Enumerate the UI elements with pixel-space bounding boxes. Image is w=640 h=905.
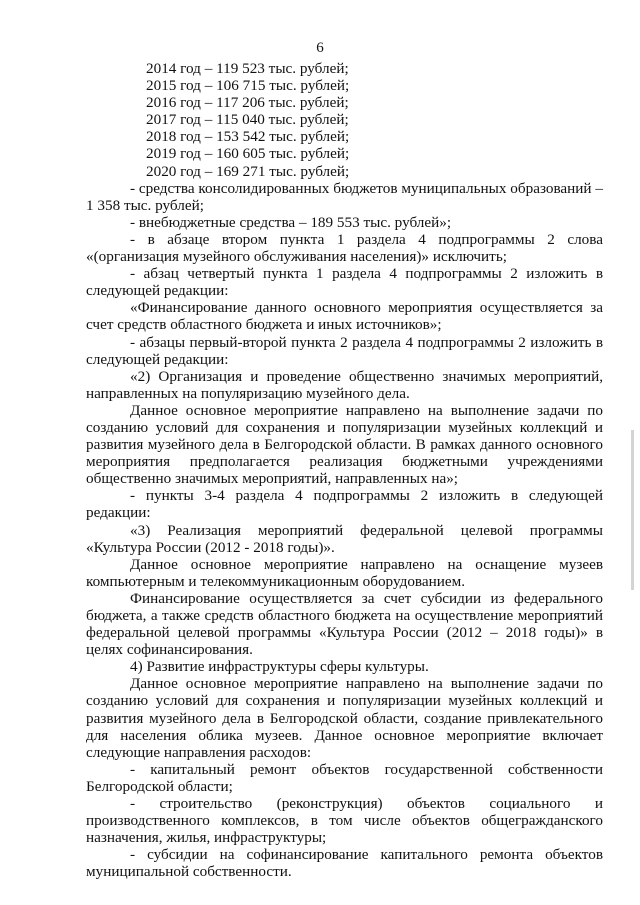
funding-line-2020: 2020 год – 169 271 тыс. рублей; [146, 162, 350, 180]
funding-line-2016: 2016 год – 117 206 тыс. рублей; [146, 94, 349, 112]
funding-line-2015: 2015 год – 106 715 тыс. рублей; [146, 77, 350, 95]
paragraph: «2) Организация и проведение общественно значимых мероприятий, направленных на популяризацию музейного дела. [86, 367, 603, 402]
paragraph: 4) Развитие инфраструктуры сферы культуры. [130, 658, 429, 676]
funding-line-2018: 2018 год – 153 542 тыс. рублей; [146, 128, 350, 146]
paragraph: Финансирование осуществляется за счет субсидии из федерального бюджета, а также средств областного бюджета на осуществление мероприятий федеральной целевой программы «Культура России (2012 – 2018 годы)» в целях софинансирования. [86, 589, 603, 659]
paragraph: - субсидии на софинансирование капитального ремонта объектов муниципальной собственности. [86, 846, 603, 881]
paragraph: - в абзаце втором пункта 1 раздела 4 подпрограммы 2 слова «(организация музейного обслуживания населения)» исключить; [86, 230, 603, 266]
paragraph: - строительство (реконструкция) объектов социального и производственного комплексов, в том числе объектов общегражданского назначения, жилья, инфраструктуры; [86, 795, 603, 847]
paragraph: Данное основное мероприятие направлено на оснащение музеев компьютерным и телекоммуникационным оборудованием. [86, 555, 603, 590]
funding-line-2014: 2014 год – 119 523 тыс. рублей; [146, 60, 349, 77]
paragraph: Данное основное мероприятие направлено на выполнение задачи по созданию условий для сохранения и популяризации музейных коллекций и развития музейного дела в Белгородской области. В рамках данного основного мероприятия предполагается реализация бюджетными учреждениями общественно значимых мероприятий, направленных на»; [86, 401, 603, 488]
paragraph: - абзац четвертый пункта 1 раздела 4 подпрограммы 2 изложить в следующей редакции: [86, 265, 603, 300]
paragraph: «Финансирование данного основного мероприятия осуществляется за счет средств областного бюджета и иных источников»; [86, 299, 603, 334]
paragraph: - внебюджетные средства – 189 553 тыс. рублей»; [130, 213, 452, 231]
paragraph: - капитальный ремонт объектов государственной собственности Белгородской области; [86, 760, 603, 795]
paragraph: - средства консолидированных бюджетов муниципальных образований – 1 358 тыс. рублей; [86, 179, 603, 214]
paragraph: «3) Реализация мероприятий федеральной целевой программы «Культура России (2012 - 2018 годы)». [86, 521, 603, 556]
paragraph: - абзацы первый-второй пункта 2 раздела 4 подпрограммы 2 изложить в следующей редакции: [86, 333, 603, 368]
scan-edge-mark [631, 430, 634, 590]
funding-line-2017: 2017 год – 115 040 тыс. рублей; [146, 111, 349, 129]
document-body [86, 60, 603, 881]
paragraph: Данное основное мероприятие направлено на выполнение задачи по созданию условий для сохранения и популяризации музейных коллекций и развития музейного дела в Белгородской области, создание привлекательного для населения облика музеев. Данное основное мероприятие включает следующие направления расходов: [86, 675, 603, 761]
funding-line-2019: 2019 год – 160 605 тыс. рублей; [146, 145, 350, 163]
page-number: 6 [316, 40, 324, 56]
paragraph: - пункты 3-4 раздела 4 подпрограммы 2 изложить в следующей редакции: [86, 487, 603, 522]
